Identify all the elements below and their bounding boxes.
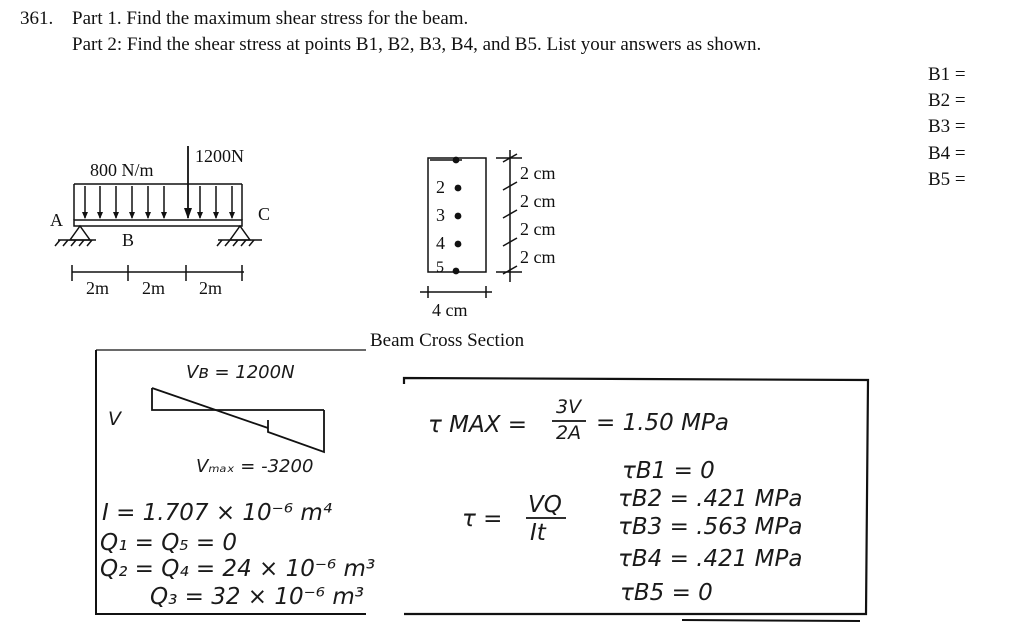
point-b2 bbox=[455, 185, 462, 192]
section-point-4-label: 4 bbox=[436, 233, 445, 253]
vb-annotation: Vʙ = 1200N bbox=[186, 362, 295, 383]
tau-b5-result: τB5 = 0 bbox=[620, 580, 713, 606]
distributed-load-label: 800 N/m bbox=[90, 160, 154, 180]
answer-b4: B4 = bbox=[928, 143, 966, 164]
tau-b4-result: τB4 = .421 MPa bbox=[618, 546, 803, 572]
span-2-label: 2m bbox=[142, 278, 166, 298]
section-point-2-label: 2 bbox=[436, 177, 445, 197]
problem-number: 361. bbox=[20, 8, 54, 29]
point-b5 bbox=[453, 268, 460, 275]
width-label: 4 cm bbox=[432, 300, 468, 320]
vmax-annotation: Vₘₐₓ = -3200 bbox=[196, 456, 314, 477]
tau-max-label: τ MAX = bbox=[428, 412, 528, 438]
tau-max-value: = 1.50 MPa bbox=[596, 410, 729, 436]
spacing-label-3: 2 cm bbox=[520, 219, 556, 239]
tau-b3-result: τB3 = .563 MPa bbox=[618, 514, 803, 540]
spacing-label-2: 2 cm bbox=[520, 191, 556, 211]
support-c bbox=[230, 226, 250, 240]
beam-body bbox=[74, 220, 242, 226]
tau-max-denominator: 2A bbox=[556, 422, 582, 444]
cross-section-caption: Beam Cross Section bbox=[370, 330, 525, 351]
part-1-text: Part 1. Find the maximum shear stress for the beam. bbox=[72, 8, 469, 29]
spacing-label-4: 2 cm bbox=[520, 247, 556, 267]
q2-q4-value: Q₂ = Q₄ = 24 × 10⁻⁶ m³ bbox=[100, 556, 376, 582]
q1-q5-value: Q₁ = Q₅ = 0 bbox=[100, 530, 238, 556]
point-b1 bbox=[453, 157, 460, 164]
answer-b2: B2 = bbox=[928, 90, 966, 111]
answer-b5: B5 = bbox=[928, 169, 966, 190]
tau-b1-result: τB1 = 0 bbox=[622, 458, 715, 484]
tau-formula-label: τ = bbox=[462, 506, 503, 532]
point-load-label: 1200N bbox=[195, 146, 244, 166]
q3-value: Q₃ = 32 × 10⁻⁶ m³ bbox=[150, 584, 364, 610]
span-3-label: 2m bbox=[199, 278, 223, 298]
shear-diagram-axis bbox=[152, 388, 324, 410]
support-a-label: A bbox=[50, 210, 63, 230]
part-2-text: Part 2: Find the shear stress at points B1, B2, B3, B4, and B5. List your answers as shown. bbox=[72, 34, 762, 55]
tau-formula-denominator: It bbox=[530, 520, 546, 546]
span-1-label: 2m bbox=[86, 278, 110, 298]
support-a bbox=[70, 226, 90, 240]
answer-b1: B1 = bbox=[928, 64, 966, 85]
point-b-label: B bbox=[122, 230, 135, 250]
spacing-label-1: 2 cm bbox=[520, 163, 556, 183]
support-c-label: C bbox=[258, 204, 271, 224]
point-b4 bbox=[455, 241, 462, 248]
shear-v-label: V bbox=[108, 408, 121, 430]
tau-max-numerator: 3V bbox=[556, 396, 582, 418]
point-b3 bbox=[455, 213, 462, 220]
section-point-5-label: 5 bbox=[436, 259, 444, 276]
moment-of-inertia: I = 1.707 × 10⁻⁶ m⁴ bbox=[102, 500, 332, 526]
answer-b3: B3 = bbox=[928, 116, 966, 137]
distributed-load-arrows bbox=[85, 186, 232, 218]
section-point-3-label: 3 bbox=[436, 205, 445, 225]
tau-b2-result: τB2 = .421 MPa bbox=[618, 486, 803, 512]
tau-formula-numerator: VQ bbox=[528, 492, 562, 518]
